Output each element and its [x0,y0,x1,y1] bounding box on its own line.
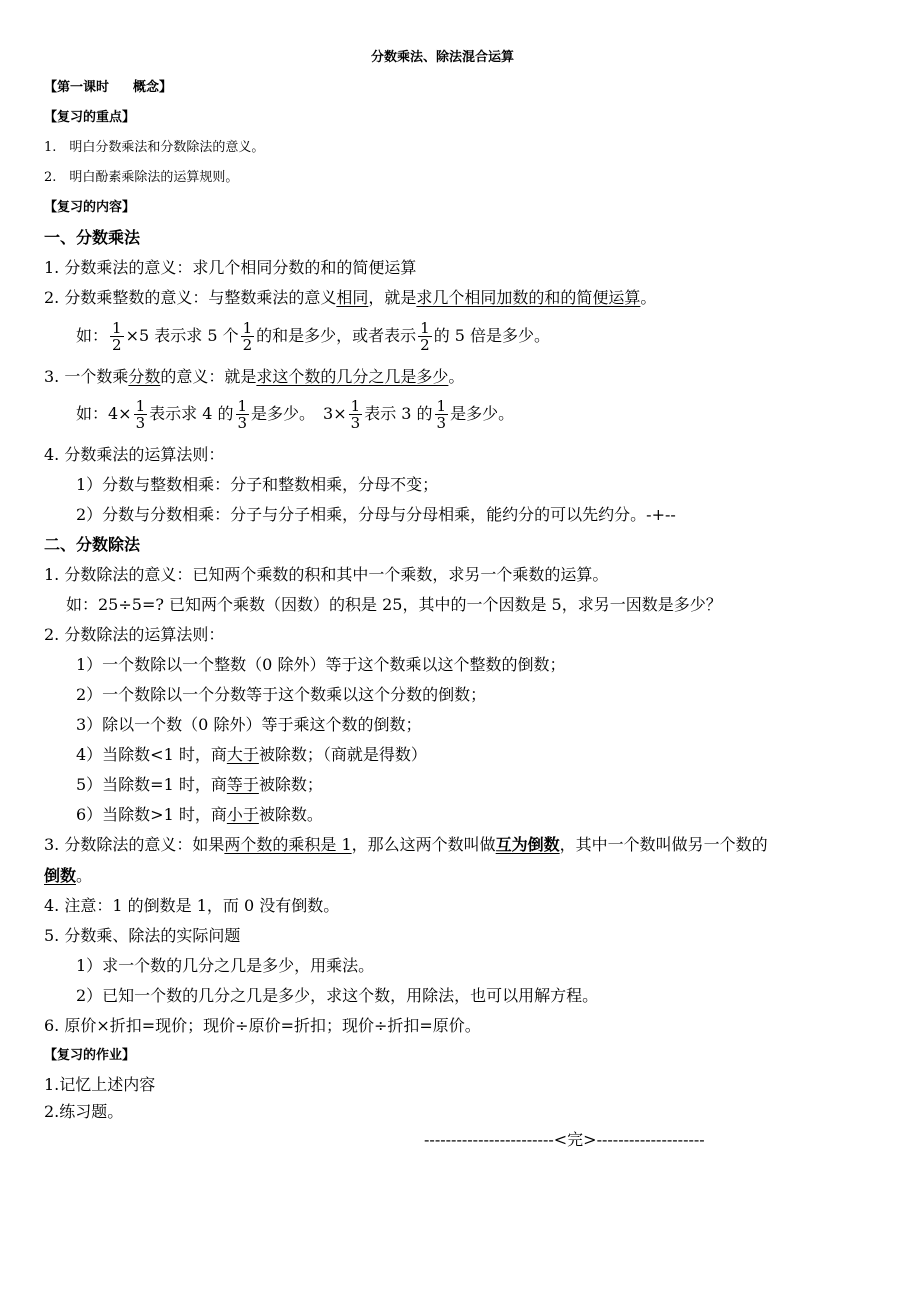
underlined-text: 求几个相同加数的和的简便运算 [416,288,641,307]
homework-header: 【复习的作业】 [44,1048,136,1063]
denominator: 2 [420,336,430,354]
multiplication-rule-1: 1）分数与整数相乘：分子和整数相乘，分母不变； [76,475,439,494]
bold-underlined-term: 互为倒数 [495,835,560,854]
underlined-text: 分数 [128,367,161,386]
multiplication-example-2 [76,394,514,434]
division-item-2: 2. 分数除法的运算法则： [44,625,225,644]
fraction [110,320,124,353]
text: 5）当除数=1 时，商 [76,775,227,794]
text: 2. 分数乘整数的意义：与整数乘法的意义 [44,288,337,307]
homework-item-1: 1.记忆上述内容 [44,1075,156,1094]
multiplication-item-3 [44,367,464,387]
text: 是多少。 [450,404,515,423]
denominator: 2 [242,336,253,354]
fraction [349,398,363,431]
denominator: 3 [135,414,146,432]
division-example-1: 如：25÷5=? 已知两个乘数（因数）的积是 25，其中的一个因数是 5，求另一因数是多少？ [66,595,722,614]
bold-underlined-term: 倒数 [44,866,77,885]
lesson-header [44,78,172,98]
text: 3. 分数除法的意义：如果 [44,835,225,854]
practical-problem-2: 2）已知一个数的几分之几是多少，求这个数，用除法，也可以用解方程。 [76,986,599,1005]
text: 被除数。 [258,805,323,824]
text: 如：4× [76,404,132,423]
text: 表示 3 的 [364,404,433,423]
fraction [236,398,250,431]
denominator: 2 [112,336,122,354]
multiplication-rule-2: 2）分数与分数相乘：分子与分子相乘，分母与分母相乘，能约分的可以先约分。-+-- [76,505,676,524]
text: 的意义：就是 [160,367,257,386]
text: 。 [640,288,657,307]
text: 的和是多少，或者表示 [256,326,417,345]
text: 4）当除数<1 时，商 [76,745,227,764]
fraction [418,320,432,353]
text: 被除数； [258,775,323,794]
fraction [134,398,148,431]
text: 表示求 4 的 [149,404,234,423]
multiplication-item-4: 4. 分数乘法的运算法则： [44,445,225,464]
key-point-1: 1. 明白分数乘法和分数除法的意义。 [44,140,265,155]
text: 如： [76,326,109,345]
multiplication-item-1: 1. 分数乘法的意义：求几个相同分数的和的简便运算 [44,258,417,277]
section-division-heading: 二、分数除法 [44,535,141,554]
text: ，其中一个数叫做另一个数的 [559,835,768,854]
underlined-text: 等于 [226,775,259,794]
text: ×5 表示求 5 个 [125,326,239,345]
division-rule-5 [76,775,323,795]
fraction [241,320,255,353]
division-item-3 [44,835,768,855]
text: 。 [76,866,93,885]
homework-item-2: 2.练习题。 [44,1102,124,1121]
division-item-6: 6. 原价×折扣=现价；现价÷原价=折扣；现价÷折扣=原价。 [44,1016,481,1035]
fraction [435,398,449,431]
underlined-text: 小于 [226,805,259,824]
section-multiplication-heading: 一、分数乘法 [44,228,141,247]
division-rule-6 [76,805,323,825]
division-item-5: 5. 分数乘、除法的实际问题 [44,926,241,945]
multiplication-example-1 [76,316,550,356]
key-point-2: 2. 明白酚素乘除法的运算规则。 [44,170,239,185]
lesson-header-part2: 概念】 [133,80,173,95]
underlined-text: 两个数的乘积是 1 [224,835,352,854]
division-item-3-continued [44,866,92,886]
text: 3. 一个数乘 [44,367,129,386]
practical-problem-1: 1）求一个数的几分之几是多少，用乘法。 [76,956,375,975]
division-item-4: 4. 注意：1 的倒数是 1，而 0 没有倒数。 [44,896,340,915]
document-title: 分数乘法、除法混合运算 [371,50,515,65]
text: 的 5 倍是多少。 [433,326,551,345]
text: 。 [448,367,465,386]
denominator: 3 [237,414,248,432]
underlined-text: 求这个数的几分之几是多少 [256,367,449,386]
lesson-header-part1: 【第一课时 [44,80,110,95]
division-rule-2: 2）一个数除以一个分数等于这个数乘以这个分数的倒数； [76,685,487,704]
content-header: 【复习的内容】 [44,200,136,215]
multiplication-item-2 [44,288,656,308]
underlined-text: 相同 [336,288,369,307]
numerator: 1 [350,397,361,415]
underlined-text: 大于 [226,745,259,764]
numerator: 1 [112,319,122,337]
text: 6）当除数>1 时，商 [76,805,227,824]
text: 被除数；（商就是得数） [258,745,427,764]
numerator: 1 [242,319,253,337]
division-rule-3: 3）除以一个数（0 除外）等于乘这个数的倒数； [76,715,422,734]
denominator: 3 [436,414,447,432]
division-rule-1: 1）一个数除以一个整数（0 除外）等于这个数乘以这个整数的倒数； [76,655,566,674]
text: 是多少。 3× [251,404,347,423]
numerator: 1 [436,397,447,415]
division-rule-4 [76,745,427,765]
denominator: 3 [350,414,361,432]
text: ，就是 [368,288,417,307]
key-points-header: 【复习的重点】 [44,110,136,125]
division-item-1: 1. 分数除法的意义：已知两个乘数的积和其中一个乘数，求另一个乘数的运算。 [44,565,609,584]
numerator: 1 [237,397,248,415]
numerator: 1 [135,397,146,415]
end-mark: ------------------------<完>-------------------- [424,1130,705,1149]
text: ，那么这两个数叫做 [351,835,496,854]
numerator: 1 [420,319,430,337]
